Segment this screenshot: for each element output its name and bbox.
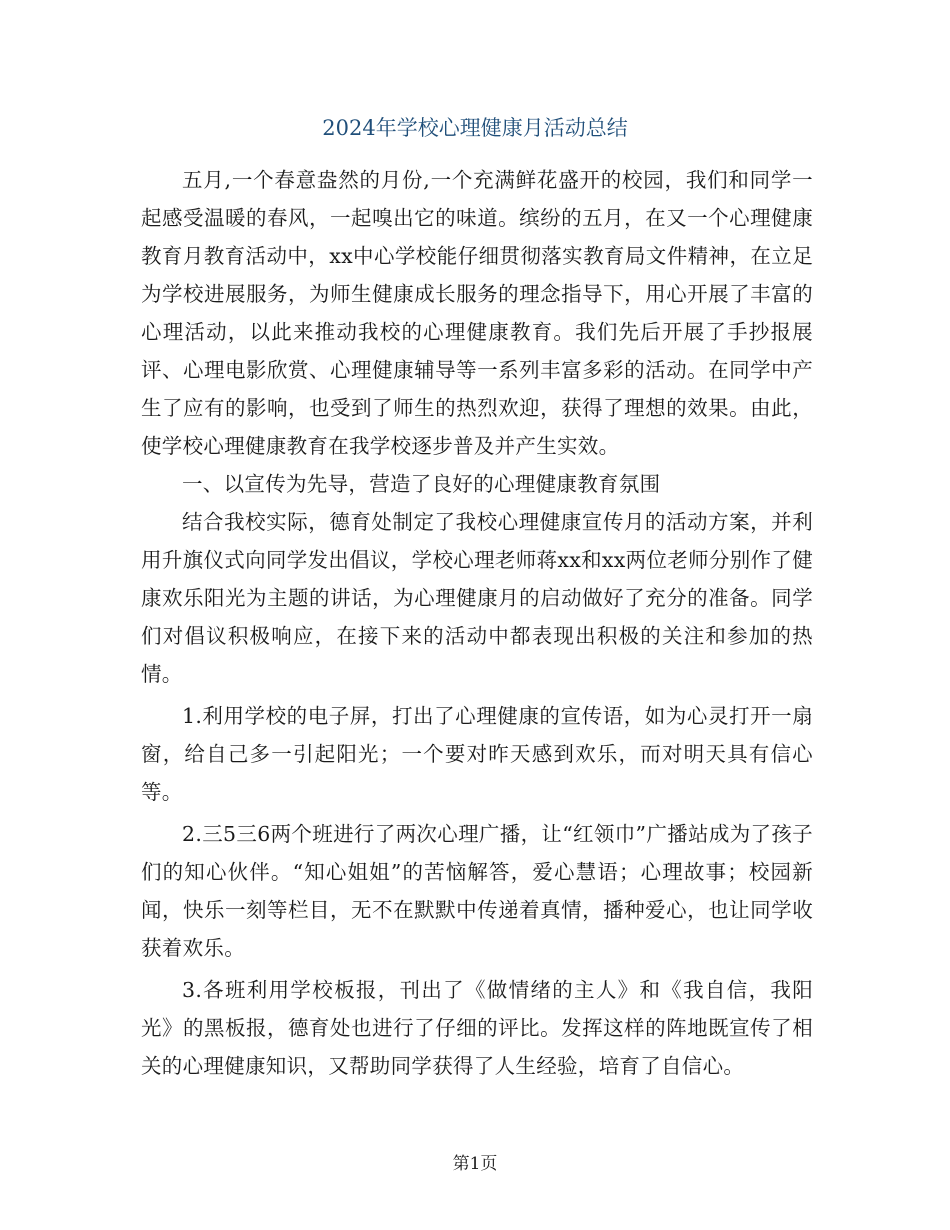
list-item: 2.三5三6两个班进行了两次心理广播，让“红领巾”广播站成为了孩子们的知心伙伴。“知心姐姐”的苦恼解答，爱心慧语；心理故事；校园新闻，快乐一刻等栏目，无不在默默中传递着真情，播种爱心，也让同学收获着欢乐。 xyxy=(141,822,813,960)
document-body xyxy=(141,161,813,1085)
intro-paragraph: 五月,一个春意盎然的月份,一个充满鲜花盛开的校园，我们和同学一起感受温暖的春风，一起嗅出它的味道。缤纷的五月，在又一个心理健康教育月教育活动中，xx中心学校能仔细贯彻落实教育局文件精神，在立足为学校进展服务，为师生健康成长服务的理念指导下，用心开展了丰富的心理活动，以此来推动我校的心理健康教育。我们先后开展了手抄报展评、心理电影欣赏、心理健康辅导等一系列丰富多彩的活动。在同学中产生了应有的影响，也受到了师生的热烈欢迎，获得了理想的效果。由此，使学校心理健康教育在我学校逐步普及并产生实效。 xyxy=(141,168,813,458)
document-title: 2024年学校心理健康月活动总结 xyxy=(322,116,628,140)
list-item: 3.各班利用学校板报，刊出了《做情绪的主人》和《我自信，我阳光》的黑板报，德育处也进行了仔细的评比。发挥这样的阵地既宣传了相关的心理健康知识，又帮助同学获得了人生经验，培育了自信心。 xyxy=(141,978,813,1078)
page-number: 第1页 xyxy=(452,1154,498,1174)
section-heading: 一、以宣传为先导，营造了良好的心理健康教育氛围 xyxy=(182,472,661,496)
list-item: 1.利用学校的电子屏，打出了心理健康的宣传语，如为心灵打开一扇窗，给自己多一引起阳光；一个要对昨天感到欢乐，而对明天具有信心等。 xyxy=(141,704,813,804)
body-paragraph: 结合我校实际，德育处制定了我校心理健康宣传月的活动方案，并利用升旗仪式向同学发出倡议，学校心理老师蒋xx和xx两位老师分别作了健康欢乐阳光为主题的讲话，为心理健康月的启动做好了充分的准备。同学们对倡议积极响应，在接下来的活动中都表现出积极的关注和参加的热情。 xyxy=(141,510,813,686)
